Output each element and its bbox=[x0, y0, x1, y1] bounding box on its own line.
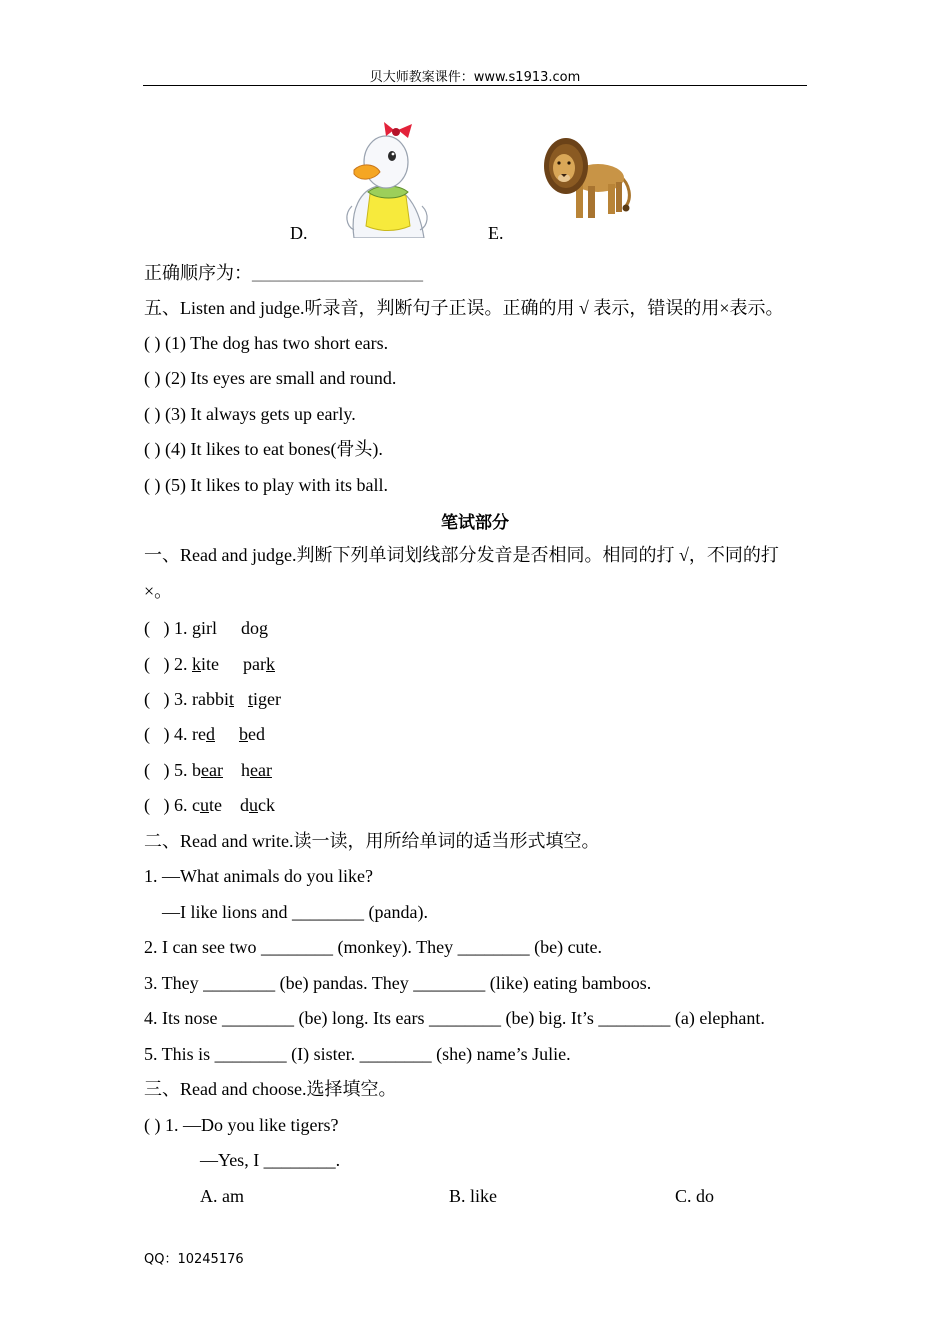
part1-heading-line2: ×。 bbox=[144, 581, 173, 601]
part1-heading-line1: 一、Read and judge.判断下列单词划线部分发音是否相同。相同的打 √，不同的打 bbox=[144, 545, 779, 565]
judge-item: ( ) 6. cute duck bbox=[144, 795, 275, 815]
header-divider bbox=[143, 85, 807, 86]
judge-item: ( ) 1. girl dog bbox=[144, 618, 268, 638]
listening-item: ( ) (1) The dog has two short ears. bbox=[144, 333, 389, 353]
judge-item: ( ) 3. rabbit tiger bbox=[144, 689, 281, 709]
choice-question: ( ) 1. —Do you like tigers? bbox=[144, 1115, 339, 1135]
page-header: 贝大师教案课件：www.s1913.com bbox=[369, 70, 581, 85]
listening-item: ( ) (5) It likes to play with its ball. bbox=[144, 475, 388, 495]
listening-heading: 五、Listen and judge.听录音，判断句子正误。正确的用 √ 表示，错误的用×表示。 bbox=[144, 298, 784, 318]
option-b: B. like bbox=[449, 1186, 497, 1206]
fill-blank-line: 5. This is ________ (I) sister. ________ (she) name’s Julie. bbox=[144, 1044, 571, 1064]
fill-blank-line: 1. —What animals do you like? bbox=[144, 866, 373, 886]
picture-label-d: D. bbox=[290, 223, 308, 243]
fill-blank-line: 4. Its nose ________ (be) long. Its ears ________ (be) big. It’s ________ (a) elephant. bbox=[144, 1008, 765, 1028]
picture-label-e: E. bbox=[488, 223, 504, 243]
judge-item: ( ) 4. red bed bbox=[144, 724, 265, 744]
choice-answer-line: —Yes, I ________. bbox=[200, 1150, 341, 1170]
duck-picture bbox=[340, 122, 432, 238]
part2-heading: 二、Read and write.读一读，用所给单词的适当形式填空。 bbox=[144, 831, 600, 851]
order-line bbox=[144, 262, 423, 284]
judge-item: ( ) 2. kite park bbox=[144, 654, 275, 674]
fill-blank-line: 2. I can see two ________ (monkey). They ________ (be) cute. bbox=[144, 937, 603, 957]
fill-blank-line: —I like lions and ________ (panda). bbox=[162, 902, 428, 922]
lion-picture bbox=[540, 136, 634, 224]
order-label: 正确顺序为： bbox=[144, 263, 252, 283]
listening-item: ( ) (2) Its eyes are small and round. bbox=[144, 368, 397, 388]
part3-heading: 三、Read and choose.选择填空。 bbox=[144, 1079, 397, 1099]
option-a: A. am bbox=[200, 1186, 244, 1206]
page-footer: QQ：10245176 bbox=[144, 1252, 244, 1267]
listening-item: ( ) (3) It always gets up early. bbox=[144, 404, 356, 424]
fill-blank-line: 3. They ________ (be) pandas. They ________ (like) eating bamboos. bbox=[144, 973, 652, 993]
order-blank: ___________________ bbox=[252, 263, 423, 283]
listening-item: ( ) (4) It likes to eat bones(骨头). bbox=[144, 439, 383, 459]
judge-item: ( ) 5. bear hear bbox=[144, 760, 272, 780]
option-c: C. do bbox=[675, 1186, 715, 1206]
written-section-title: 笔试部分 bbox=[441, 513, 509, 533]
